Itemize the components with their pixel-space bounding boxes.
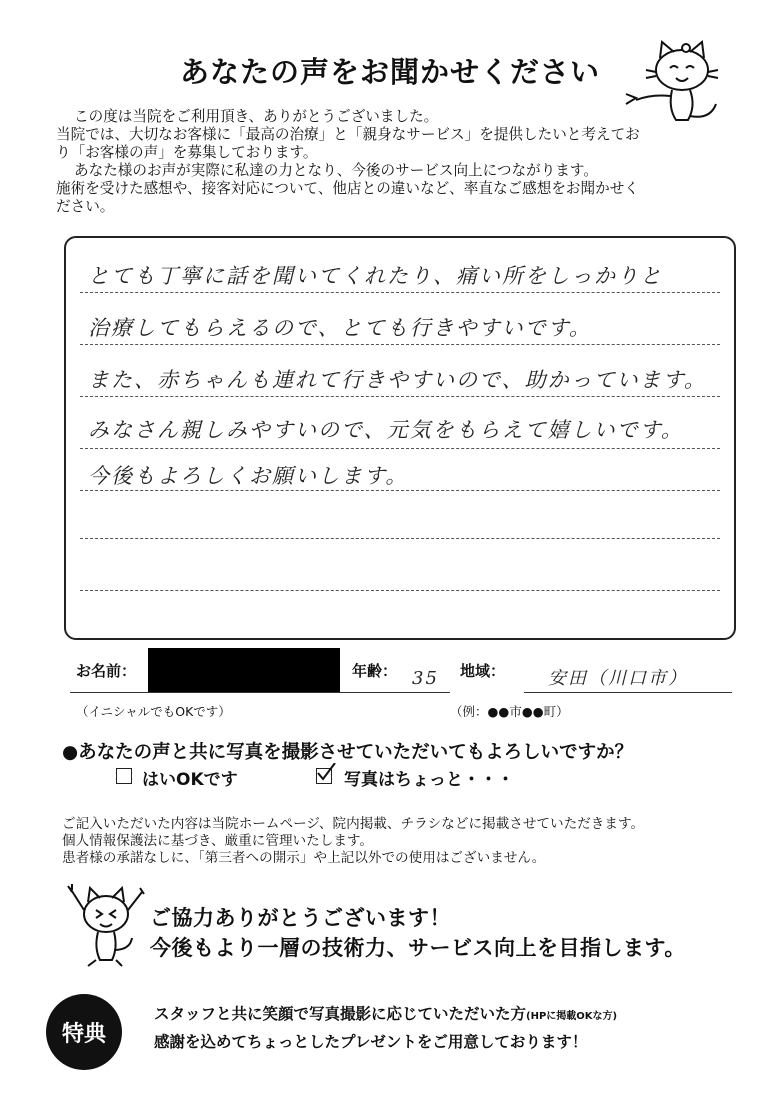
comment-text: 今後もよろしくお願いします。 xyxy=(88,464,409,488)
name-note: （イニシャルでもOKです） xyxy=(76,704,231,719)
intro-line: り「お客様の声」を募集しております。 xyxy=(56,144,318,161)
region-field[interactable] xyxy=(524,664,732,693)
intro-line: あなた様のお声が実際に私達の力となり、今後のサービス向上につながります。 xyxy=(74,162,598,179)
thanks-line: 今後もより一層の技術力、サービス向上を目指します。 xyxy=(150,936,686,960)
form-underline xyxy=(70,692,450,693)
cat-cheering-icon xyxy=(60,880,150,970)
yes-option-label: はいOKです xyxy=(142,770,238,790)
gift-text: スタッフと共に笑顔で写真撮影に応じていただいた方 xyxy=(154,1005,527,1023)
comment-line xyxy=(80,538,720,539)
comment-text: 治療してもらえるので、とても行きやすいです。 xyxy=(88,316,592,340)
yes-checkbox[interactable] xyxy=(116,768,132,784)
gift-line-2: 感謝を込めてちょっとしたプレゼントをご用意しております！ xyxy=(154,1033,588,1051)
gift-line-1 xyxy=(154,1002,617,1024)
intro-line: 当院では、大切なお客様に「最高の治療」と「親身なサービス」を提供したいと考えてお xyxy=(56,126,640,143)
notice-line: 個人情報保護法に基づき、厳重に管理いたします。 xyxy=(62,833,374,849)
region-note: （例：●●市●●町） xyxy=(450,704,569,719)
comment-line xyxy=(80,344,720,345)
photo-question: ●あなたの声と共に写真を撮影させていただいてもよろしいですか？ xyxy=(62,742,634,763)
comment-line xyxy=(80,396,720,397)
intro-line: この度は当院をご利用頂き、ありがとうございました。 xyxy=(74,108,439,125)
notice-line: ご記入いただいた内容は当院ホームページ、院内掲載、チラシなどに掲載させていただきます。 xyxy=(62,816,645,832)
no-checkbox[interactable] xyxy=(316,768,332,784)
comment-line xyxy=(80,448,720,449)
comment-text: また、赤ちゃんも連れて行きやすいので、助かっています。 xyxy=(88,368,707,392)
intro-line: ださい。 xyxy=(56,198,115,215)
privacy-notice xyxy=(62,816,762,867)
tokuten-badge: 特典 xyxy=(46,994,122,1070)
name-redacted xyxy=(148,648,340,692)
page-title: あなたの声をお聞かせください xyxy=(180,55,601,89)
age-value: 35 xyxy=(412,668,439,689)
comment-line xyxy=(80,490,720,491)
age-label: 年齢： xyxy=(352,662,398,680)
region-label: 地域： xyxy=(460,662,506,680)
age-field[interactable] xyxy=(400,668,448,693)
intro-line: 施術を受けた感想や、接客対応について、他店との違いなど、率直なご感想をお聞かせく xyxy=(56,180,639,197)
comment-box[interactable] xyxy=(64,236,736,640)
comment-text: みなさん親しみやすいので、元気をもらえて嬉しいです。 xyxy=(88,418,684,442)
gift-note: (HPに掲載OKな方) xyxy=(526,1011,618,1022)
name-label: お名前： xyxy=(76,662,137,680)
comment-text: とても丁寧に話を聞いてくれたり、痛い所をしっかりと xyxy=(88,264,663,288)
comment-line xyxy=(80,292,720,293)
intro-text xyxy=(56,108,756,216)
checkmark-icon xyxy=(315,763,337,783)
notice-line: 患者様の承諾なしに、「第三者への開示」や上記以外での使用はございません。 xyxy=(62,850,546,866)
comment-line xyxy=(80,590,720,591)
region-value: 安田（川口市） xyxy=(548,668,688,689)
thanks-line: ご協力ありがとうございます！ xyxy=(150,906,451,930)
no-option-label: 写真はちょっと・・・ xyxy=(344,770,514,790)
